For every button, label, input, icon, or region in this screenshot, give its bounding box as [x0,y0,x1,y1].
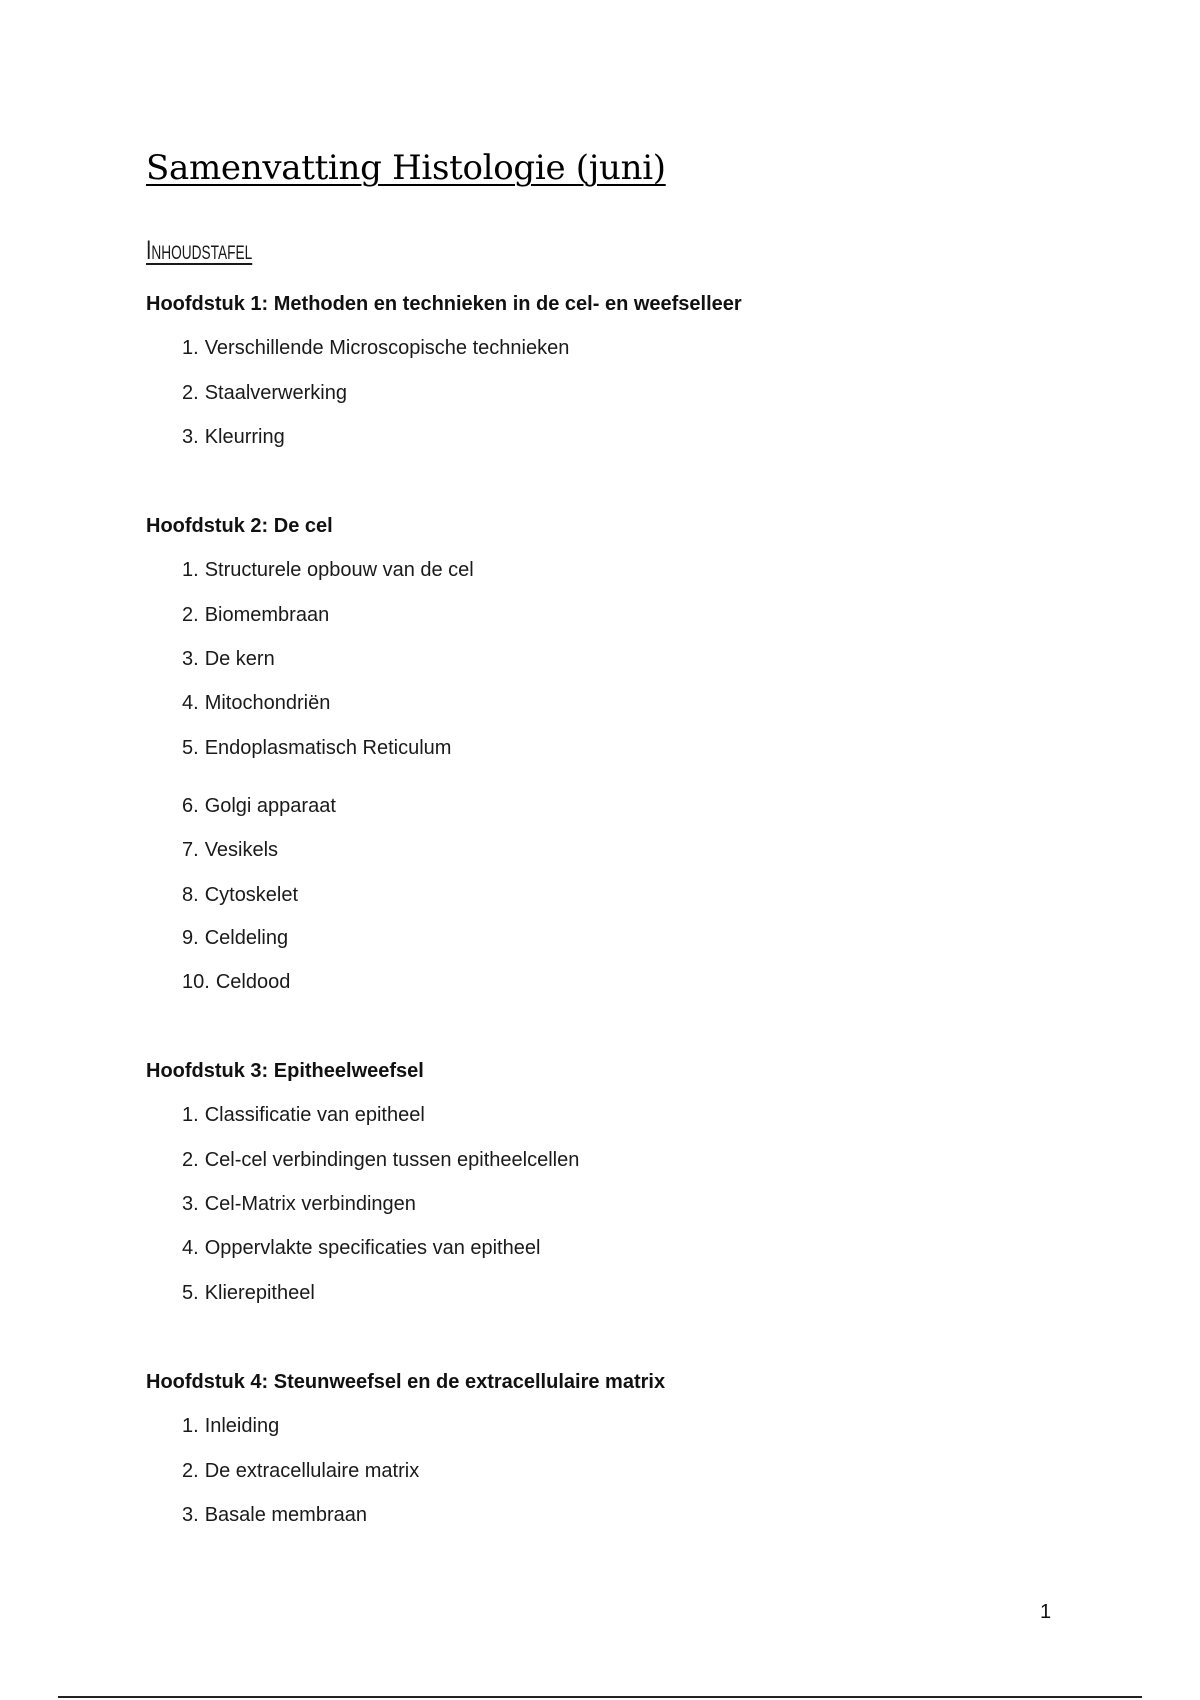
toc-item [182,558,474,582]
item-label: Basale membraan [204,1504,367,1526]
item-number: 3. [182,426,199,448]
item-label: Golgi apparaat [204,795,336,817]
toc-item [182,970,290,994]
toc-item [182,1459,419,1483]
toc-item [182,926,288,950]
toc-item [182,1503,367,1527]
toc-item [182,1148,579,1172]
item-number: 8. [182,884,199,906]
footer-divider [58,1696,1142,1698]
page-number: 1 [1040,1601,1052,1623]
item-label: Cytoskelet [204,884,299,906]
item-number: 2. [182,1460,199,1482]
chapter-3 [146,1059,580,1304]
item-label: Klierepitheel [204,1282,315,1304]
chapter-title: Hoofdstuk 3: Epitheelweefsel [146,1060,424,1082]
item-number: 1. [182,1104,199,1126]
item-number: 3. [182,1504,199,1526]
item-number: 1. [182,559,199,581]
toc-item [182,647,275,671]
toc-item [182,1103,425,1127]
item-label: De extracellulaire matrix [204,1460,420,1482]
item-label: Kleurring [204,426,285,448]
item-label: Mitochondriën [204,692,331,714]
item-number: 2. [182,1149,199,1171]
item-label: Oppervlakte specificaties van epitheel [204,1237,541,1259]
item-label: Vesikels [204,839,279,861]
toc-item [182,1414,279,1438]
item-number: 3. [182,648,199,670]
item-label: Celdood [215,971,291,993]
item-label: Verschillende Microscopische technieken [204,337,570,359]
chapter-title: Hoofdstuk 1: Methoden en technieken in de cel- en weefselleer [146,293,742,315]
item-label: Classificatie van epitheel [204,1104,425,1126]
item-number: 6. [182,795,199,817]
chapter-1 [146,292,742,448]
toc-item [182,883,298,907]
toc-item [182,794,336,818]
item-label: De kern [204,648,275,670]
item-number: 5. [182,1282,199,1304]
item-number: 2. [182,382,199,404]
item-label: Staalverwerking [204,382,347,404]
item-number: 5. [182,737,199,759]
item-label: Cel-Matrix verbindingen [204,1193,416,1215]
toc-item [182,425,285,449]
toc-item [182,381,347,405]
item-number: 9. [182,927,199,949]
item-number: 1. [182,1415,199,1437]
item-label: Cel-cel verbindingen tussen epitheelcellen [204,1149,580,1171]
item-number: 3. [182,1193,199,1215]
item-number: 10. [182,971,210,993]
toc-heading: Inhoudstafel [146,235,253,265]
item-number: 4. [182,692,199,714]
item-number: 4. [182,1237,199,1259]
document-title: Samenvatting Histologie (juni) [146,148,666,188]
chapter-title: Hoofdstuk 2: De cel [146,515,333,537]
chapter-2 [146,514,474,993]
item-number: 7. [182,839,199,861]
item-label: Endoplasmatisch Reticulum [204,737,452,759]
item-label: Celdeling [204,927,289,949]
toc-item [182,1236,540,1260]
item-number: 2. [182,604,199,626]
toc-item [182,336,569,360]
item-number: 1. [182,337,199,359]
toc-item [182,691,330,715]
toc-item [182,1192,416,1216]
chapter-4 [146,1370,666,1526]
item-label: Inleiding [204,1415,280,1437]
chapter-title: Hoofdstuk 4: Steunweefsel en de extracellulaire matrix [146,1371,666,1393]
toc-item [182,838,278,862]
toc-item [182,603,329,627]
toc-item [182,1281,315,1305]
item-label: Structurele opbouw van de cel [204,559,474,581]
toc-item [182,736,451,760]
item-label: Biomembraan [204,604,330,626]
